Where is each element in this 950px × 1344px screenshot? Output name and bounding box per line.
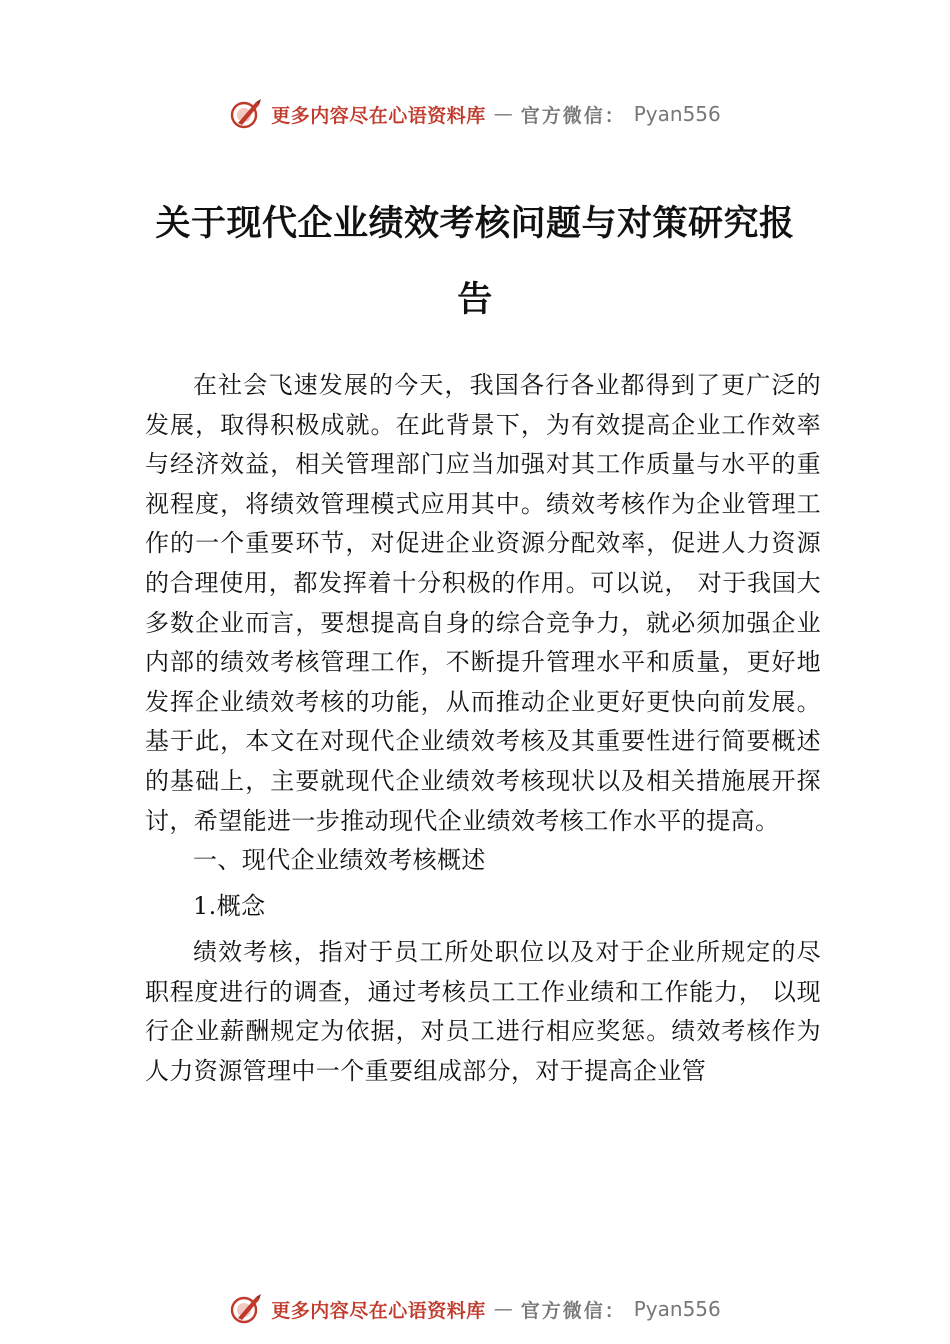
concept-paragraph: 绩效考核，指对于员工所处职位以及对于企业所规定的尽职程度进行的调查，通过考核员工工作业绩和工作能力， 以现行企业薪酬规定为依据，对员工进行相应奖惩。绩效考核作为人力资源管理中一个重要组成部分，对于提高企业管 — [145, 938, 821, 1085]
header-watermark — [0, 94, 950, 134]
watermark-wechat-id: Pyan556 — [633, 102, 721, 126]
section-heading-overview: 一、现代企业绩效考核概述 — [193, 846, 486, 875]
document-body — [145, 366, 821, 1092]
quill-pen-logo-icon — [229, 97, 263, 131]
subsection-heading-concept: 1.概念 — [193, 892, 266, 921]
footer-watermark — [0, 1289, 950, 1329]
watermark-wechat-label: 官方微信： — [520, 104, 626, 127]
watermark-brand-text: 更多内容尽在心语资料库 — [271, 104, 486, 127]
quill-pen-logo-icon — [229, 1292, 263, 1326]
document-title: 关于现代企业绩效考核问题与对策研究报告 — [155, 203, 795, 320]
watermark-dash: — — [493, 1298, 513, 1320]
watermark-wechat-label: 官方微信： — [520, 1299, 626, 1322]
watermark-dash: — — [493, 103, 513, 125]
watermark-wechat-id: Pyan556 — [633, 1297, 721, 1321]
watermark-brand-text: 更多内容尽在心语资料库 — [271, 1299, 486, 1322]
intro-paragraph: 在社会飞速发展的今天，我国各行各业都得到了更广泛的发展，取得积极成就。在此背景下，为有效提高企业工作效率与经济效益，相关管理部门应当加强对其工作质量与水平的重视程度，将绩效管理模式应用其中。绩效考核作为企业管理工作的一个重要环节，对促进企业资源分配效率，促进人力资源的合理使用，都发挥着十分积极的作用。可以说， 对于我国大多数企业而言，要想提高自身的综合竞争力，就必须加强企业内部的绩效考核管理工作，不断提升管理水平和质量，更好地发挥企业绩效考核的功能，从而推动企业更好更快向前发展。基于此，本文在对现代企业绩效考核及其重要性进行简要概述的基础上，主要就现代企业绩效考核现状以及相关措施展开探讨，希望能进一步推动现代企业绩效考核工作水平的提高。 — [145, 371, 821, 835]
